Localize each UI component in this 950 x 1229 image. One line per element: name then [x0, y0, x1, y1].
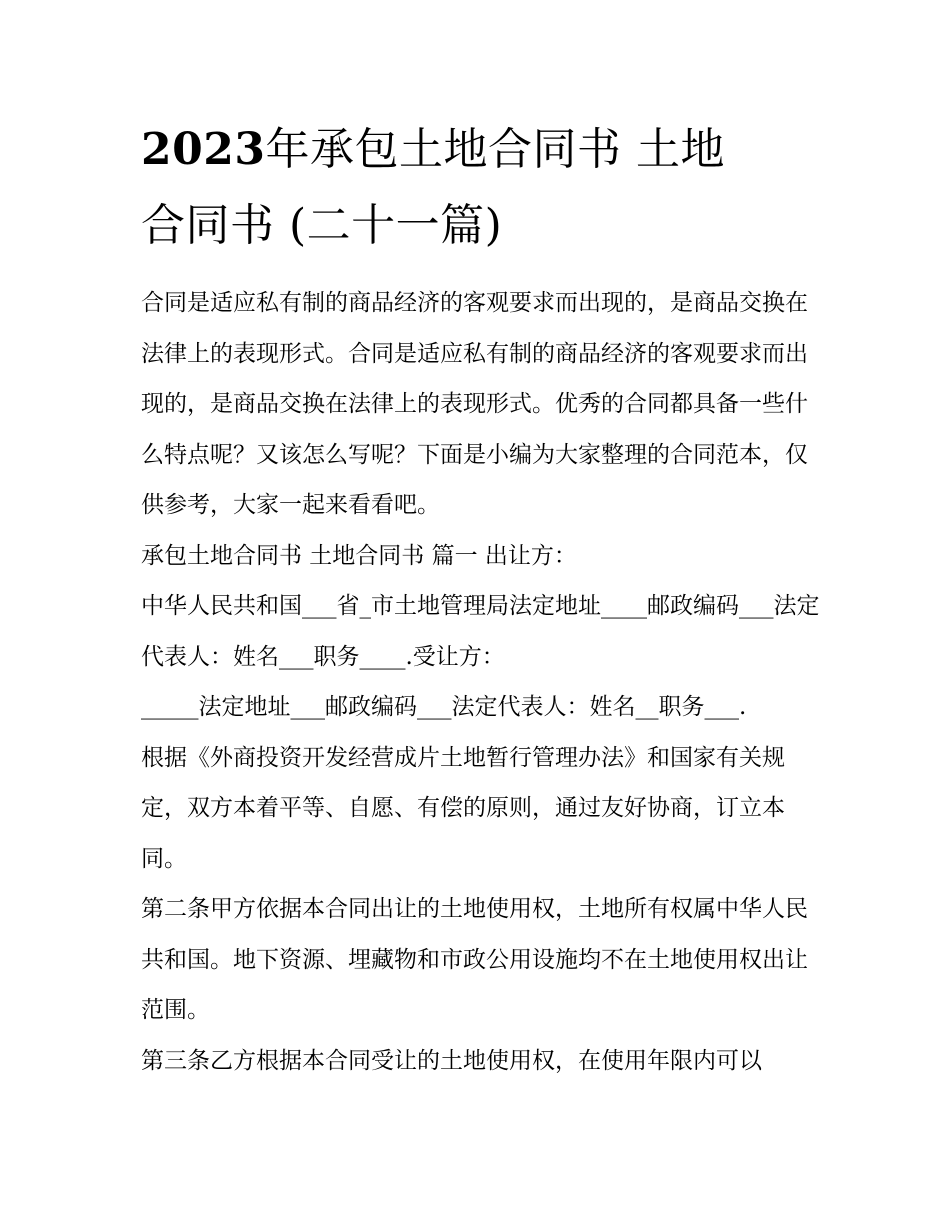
paragraph-article-2: 第二条甲方依据本合同出让的土地使用权，土地所有权属中华人民共和国。地下资源、埋藏物和市政公用设施均不在土地使用权出让范围。	[141, 896, 808, 1023]
document-body	[141, 278, 821, 1086]
title-year: 2023	[141, 124, 266, 175]
paragraph-grantor: 中华人民共和国___省_市土地管理局法定地址____邮政编码___法定代表人：姓名___职务____.受让方：	[141, 593, 820, 670]
paragraph-intro: 合同是适应私有制的商品经济的客观要求而出现的，是商品交换在法律上的表现形式。合同是适应私有制的商品经济的客观要求而出现的，是商品交换在法律上的表现形式。优秀的合同都具备一些什么特点呢？又该怎么写呢？下面是小编为大家整理的合同范本，仅供参考，大家一起来看看吧。	[141, 290, 808, 518]
document-page	[141, 112, 821, 1086]
title-line1-rest: 年承包土地合同书 土地	[265, 124, 725, 175]
document-title	[141, 112, 821, 264]
paragraph-article-3: 第三条乙方根据本合同受让的土地使用权，在使用年限内可以	[141, 1047, 762, 1074]
paragraph-grantee: _____法定地址___邮政编码___法定代表人：姓名__职务___.	[141, 694, 747, 720]
paragraph-basis: 根据《外商投资开发经营成片土地暂行管理办法》和国家有关规定，双方本着平等、自愿、有偿的原则，通过友好协商，订立本同。	[141, 744, 785, 872]
title-line2: 合同书 (二十一篇)	[141, 200, 503, 251]
paragraph-section-heading: 承包土地合同书 土地合同书 篇一 出让方：	[141, 542, 577, 569]
